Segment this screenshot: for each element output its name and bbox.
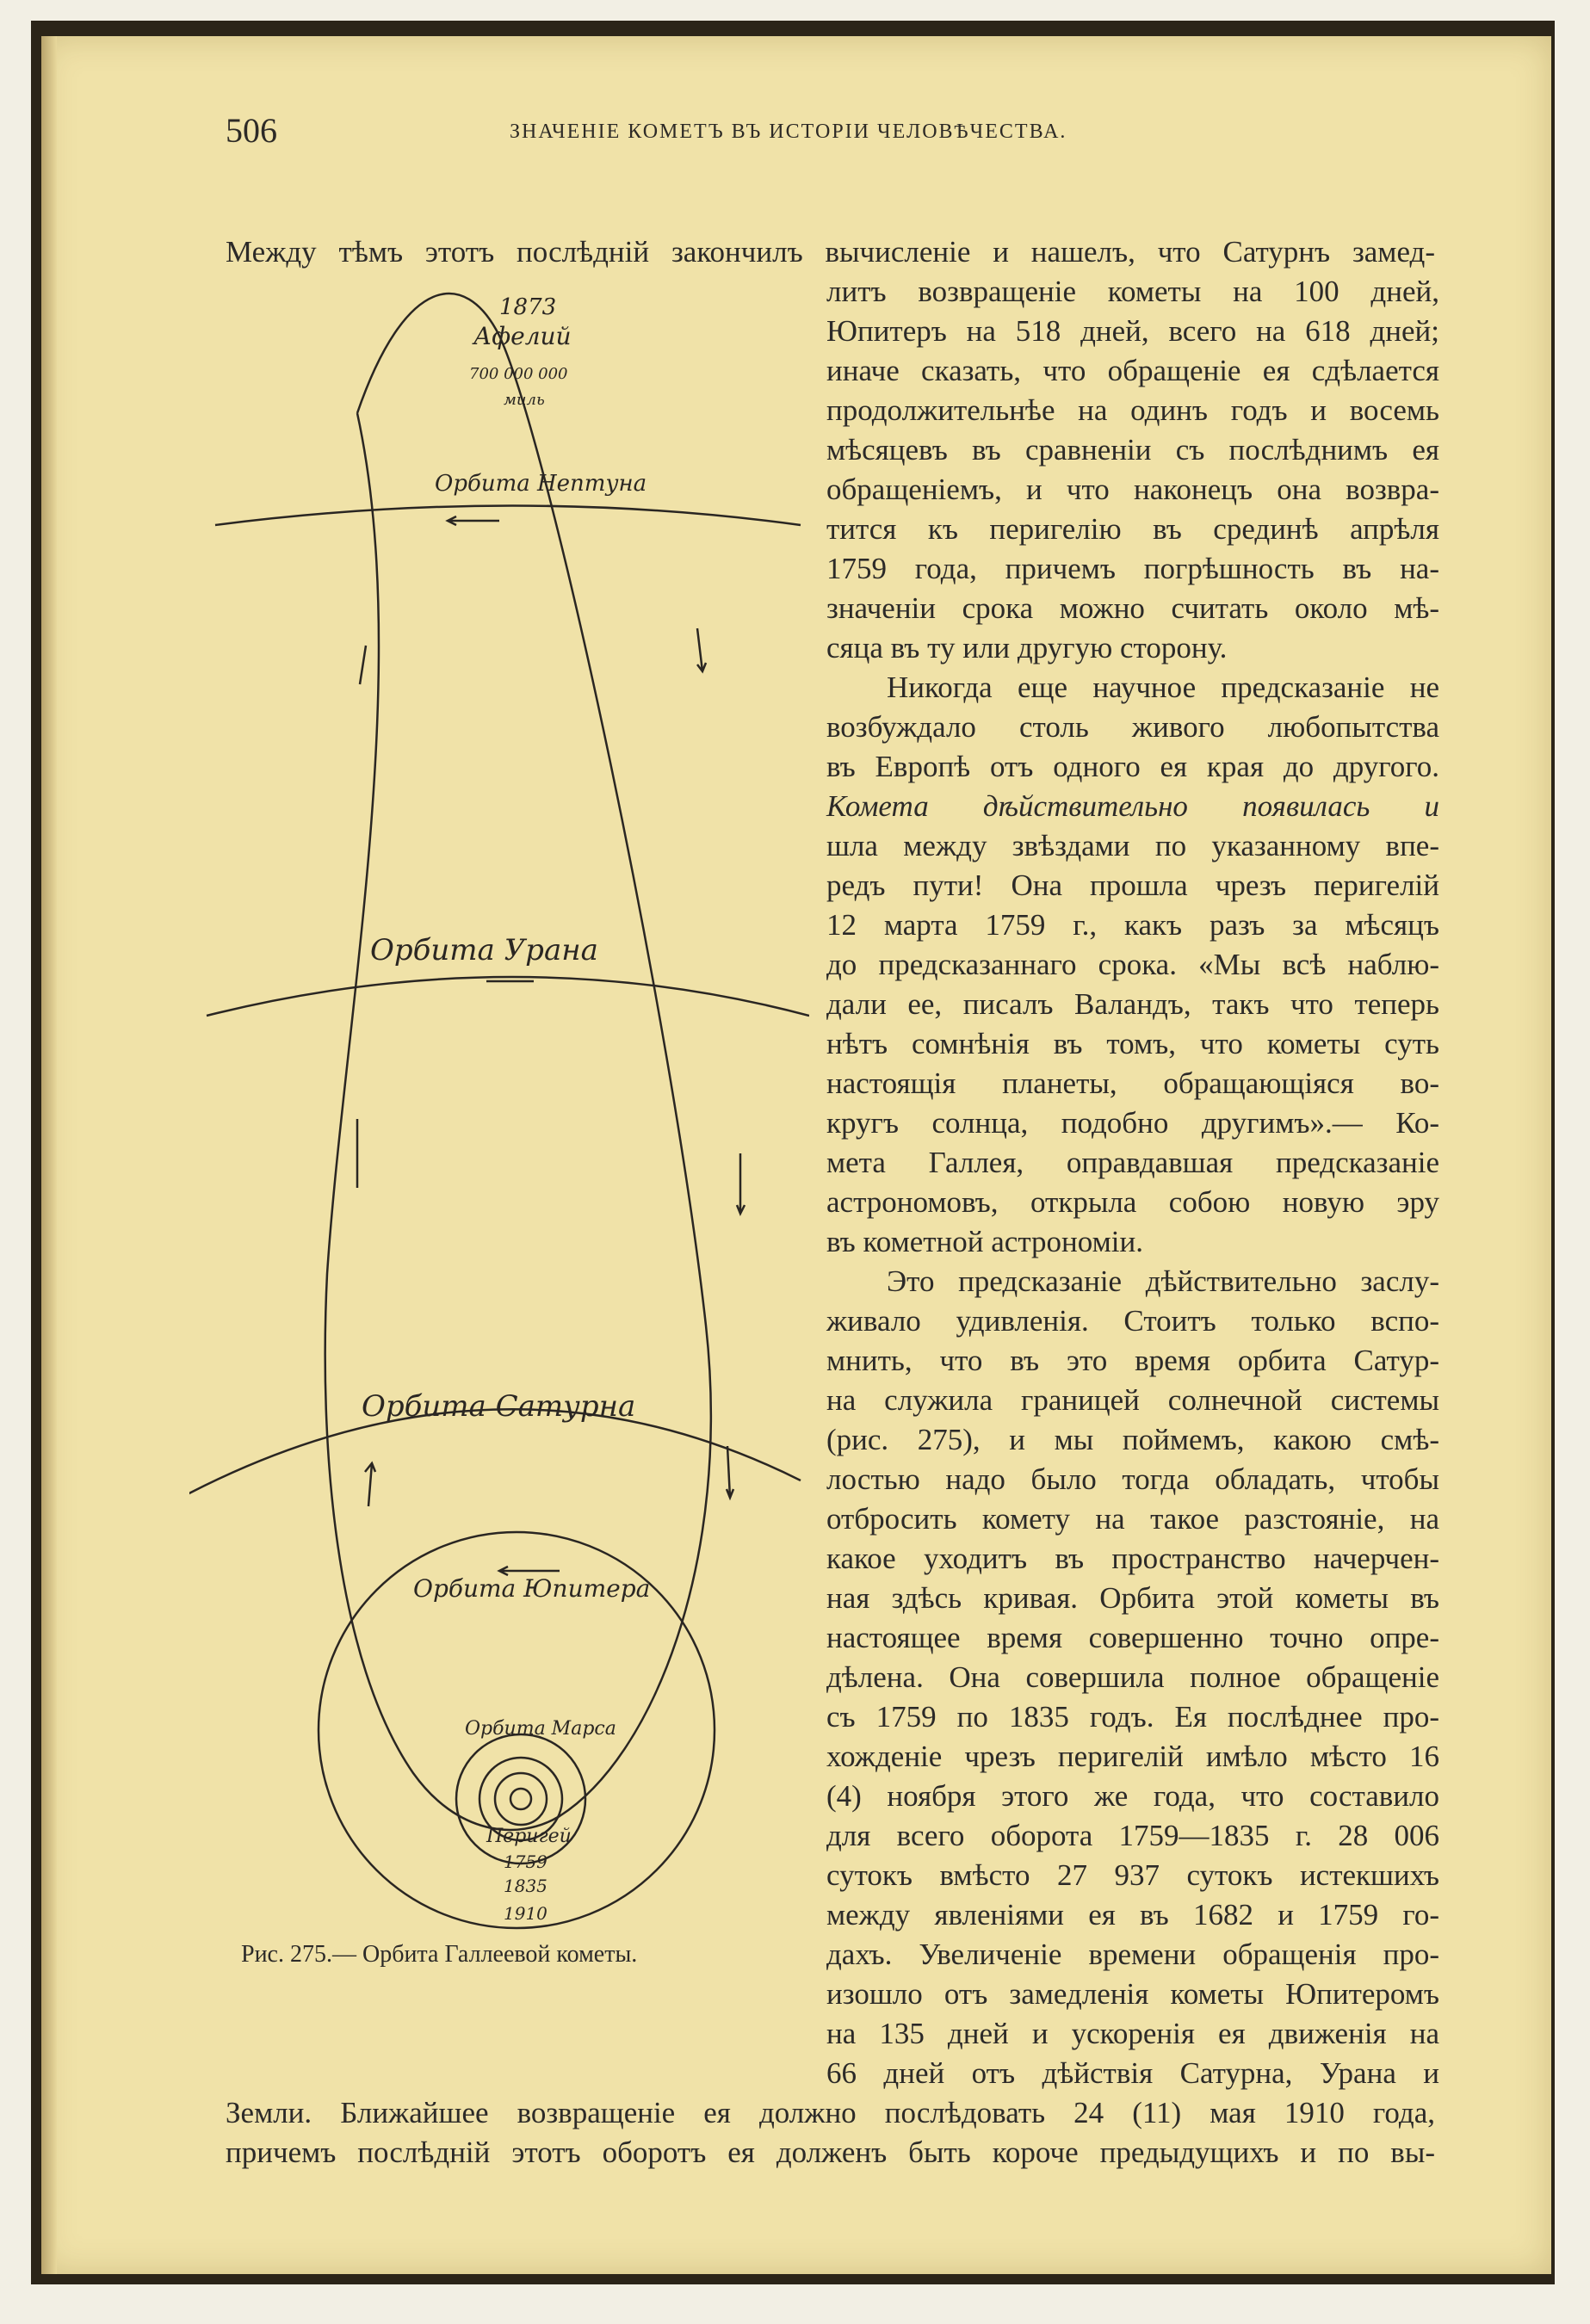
column-line: обращеніемъ, и что наконецъ она возвра-: [826, 473, 1439, 506]
label-year-1835: 1835: [504, 1876, 548, 1896]
label-neptune-orbit: Орбита Нептуна: [435, 471, 647, 497]
running-title: ЗНАЧЕНІЕ КОМЕТЪ ВЪ ИСТОРІИ ЧЕЛОВѢЧЕСТВА.: [510, 121, 1067, 143]
arrow-left-3: [365, 1463, 375, 1506]
label-year-1873: 1873: [499, 294, 557, 320]
column-line: нѣтъ сомнѣнія въ томъ, что кометы суть: [826, 1027, 1439, 1060]
column-line: настоящія планеты, обращающіяся во-: [826, 1066, 1439, 1100]
column-line: хожденіе чрезъ перигелій имѣло мѣсто 16: [826, 1740, 1439, 1773]
label-aphelion: Афелий: [473, 322, 572, 350]
column-line: Никогда еще научное предсказаніе не: [887, 671, 1439, 704]
column-line: изошло отъ замедленія кометы Юпитеромъ: [826, 1977, 1439, 2011]
label-uranus-orbit: Орбита Урана: [370, 933, 598, 967]
text-line-full-bottom: причемъ послѣдній этотъ оборотъ ея долженъ быть короче предыдущихъ и по вы-: [226, 2135, 1435, 2169]
figure-caption: Рис. 275.— Орбита Галлеевой кометы.: [241, 1941, 638, 1968]
column-line: литъ возвращеніе кометы на 100 дней,: [826, 275, 1439, 308]
column-line: Комета дѣйствительно появилась и: [826, 789, 1439, 823]
column-line: для всего оборота 1759—1835 г. 28 006: [826, 1819, 1439, 1852]
column-line: сутокъ вмѣсто 27 937 сутокъ истекшихъ: [826, 1858, 1439, 1892]
column-line: иначе сказать, что обращеніе ея сдѣлается: [826, 354, 1439, 387]
label-mars-orbit: Орбита Марса: [465, 1718, 616, 1740]
figure-comet-orbit: [189, 241, 809, 1954]
column-line: астрономовъ, открыла собою новую эру: [826, 1185, 1439, 1219]
column-line: (4) ноября этого же года, что составило: [826, 1779, 1439, 1813]
arrow-neptune: [448, 516, 499, 525]
column-line: лостью надо было тогда обладать, чтобы: [826, 1462, 1439, 1496]
column-line: до предсказаннаго срока. «Мы всѣ наблю-: [826, 948, 1439, 981]
column-line: дѣлена. Она совершила полное обращеніе: [826, 1660, 1439, 1694]
running-head: [226, 110, 1439, 153]
column-line: отбросить комету на такое разстояніе, на: [826, 1502, 1439, 1536]
column-line: сяца въ ту или другую сторону.: [826, 631, 1228, 664]
label-perihelion: Перигей: [486, 1826, 572, 1847]
page-gutter: [41, 36, 57, 2274]
label-saturn-orbit: Орбита Сатурна: [362, 1389, 636, 1424]
arrow-right-2: [737, 1153, 745, 1214]
column-line: кругъ солнца, подобно другимъ».— Ко-: [826, 1106, 1439, 1140]
column-line: настоящее время совершенно точно опре-: [826, 1621, 1439, 1654]
column-line: значеніи срока можно считать около мѣ-: [826, 591, 1439, 625]
neptune-orbit: [215, 506, 801, 526]
text-line-full-top: Между тѣмъ этотъ послѣдній закончилъ вычисленіе и нашелъ, что Сатурнъ замед-: [226, 235, 1435, 269]
orbit-diagram: [189, 241, 809, 1954]
column-line: тится къ перигелію въ срединѣ апрѣля: [826, 512, 1439, 546]
column-line: 1759 года, причемъ погрѣшность въ на-: [826, 552, 1439, 585]
label-distance: 700 000 000: [469, 365, 568, 383]
uranus-orbit: [207, 977, 809, 1016]
column-line: съ 1759 по 1835 годъ. Ея послѣднее про-: [826, 1700, 1439, 1734]
column-line: дахъ. Увеличеніе времени обращенія про-: [826, 1938, 1439, 1971]
page-number: 506: [226, 111, 277, 150]
column-line: мнить, что въ это время орбита Сатур-: [826, 1344, 1439, 1377]
label-year-1910: 1910: [504, 1903, 548, 1924]
label-year-1759: 1759: [504, 1851, 548, 1872]
column-line: дали ее, писалъ Валандъ, такъ что теперь: [826, 987, 1439, 1021]
column-line: продолжительнѣе на одинъ годъ и восемь: [826, 393, 1439, 427]
column-line: (рис. 275), и мы поймемъ, какою смѣ-: [826, 1423, 1439, 1456]
column-line: въ Европѣ отъ одного ея края до другого.: [826, 750, 1439, 783]
column-line: мета Галлея, оправдавшая предсказаніе: [826, 1146, 1439, 1179]
label-miles: миль: [504, 391, 545, 409]
arrow-right-1: [697, 628, 706, 671]
column-line: въ кометной астрономіи.: [826, 1225, 1143, 1258]
column-line: мѣсяцевъ въ сравненіи съ послѣднимъ ея: [826, 433, 1439, 467]
sun: [510, 1789, 531, 1809]
column-line: какое уходитъ въ пространство начерчен-: [826, 1542, 1439, 1575]
column-line: редъ пути! Она прошла чрезъ перигелій: [826, 868, 1439, 902]
column-line: Юпитеръ на 518 дней, всего на 618 дней;: [826, 314, 1439, 348]
column-line: ная здѣсь кривая. Орбита этой кометы въ: [826, 1581, 1439, 1615]
column-line: шла между звѣздами по указанному впе-: [826, 829, 1439, 862]
column-line: живало удивленія. Стоитъ только вспо-: [826, 1304, 1439, 1338]
column-line: на служила границей солнечной системы: [826, 1383, 1439, 1417]
column-line: на 135 дней и ускоренія ея движенія на: [826, 2017, 1439, 2050]
column-line: между явленіями ея въ 1682 и 1759 го-: [826, 1898, 1439, 1932]
column-line: 12 марта 1759 г., какъ разъ за мѣсяцъ: [826, 908, 1439, 942]
label-jupiter-orbit: Орбита Юпитера: [413, 1574, 651, 1603]
column-line: 66 дней отъ дѣйствія Сатурна, Урана и: [826, 2056, 1439, 2090]
arrow-right-3: [727, 1446, 733, 1498]
column-line: возбуждало столь живого любопытства: [826, 710, 1439, 744]
column-line: Это предсказаніе дѣйствительно заслу-: [887, 1264, 1439, 1298]
venus-orbit: [495, 1773, 547, 1825]
arrow-left-1: [360, 646, 366, 684]
text-line-full-bottom: Земли. Ближайшее возвращеніе ея должно послѣдовать 24 (11) мая 1910 года,: [226, 2096, 1435, 2129]
